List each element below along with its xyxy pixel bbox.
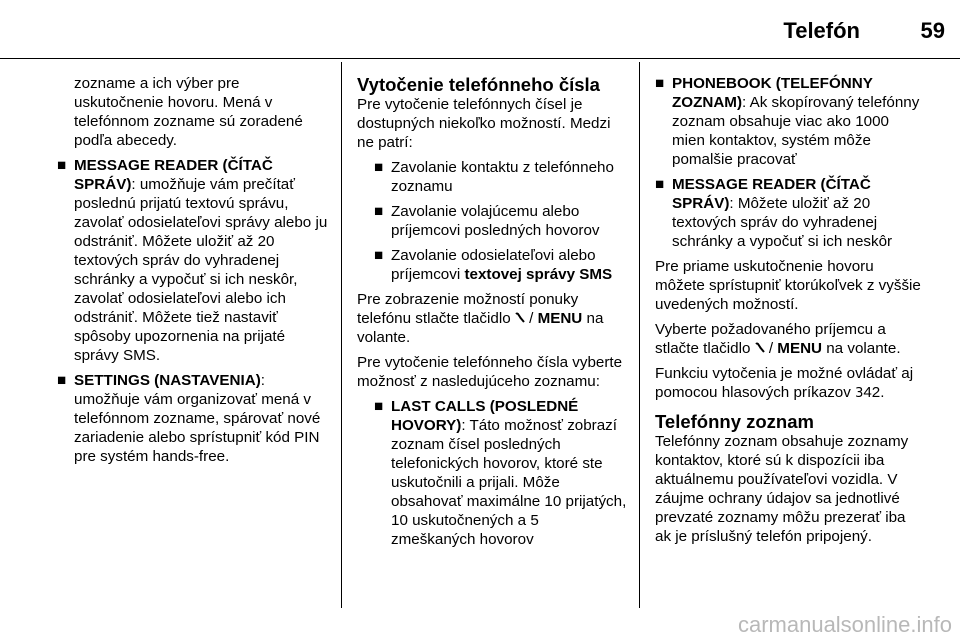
item-term: MESSAGE READER (ČÍTAČ SPRÁV) <box>74 157 273 193</box>
page-number: 59 <box>920 18 945 43</box>
paragraph: Pre vytočenie telefónneho čísla vyberte možnosť z nasledujúceho zoznamu: <box>357 354 623 390</box>
list-item <box>57 156 329 365</box>
paragraph: Pre vytočenie telefónnych čísel je dostupných niekoľko možností. Medzi ne patrí: <box>357 96 611 151</box>
column-3 <box>655 74 925 552</box>
item-text: : Ak skopírovaný telefónny zoznam obsahuje viac ako 1000 mien kontaktov, systém môže pomalšie pracovať <box>672 94 920 168</box>
page-title: Telefón <box>783 18 860 43</box>
phone-call-icon <box>515 312 525 324</box>
bullet-icon: ■ <box>57 372 67 389</box>
paragraph: Pre priame uskutočnenie hovoru môžete sprístupniť ktorúkoľvek z vyššie uvedených možností. <box>655 258 921 313</box>
column-divider-2 <box>639 62 640 608</box>
section-heading: Telefónny zoznam <box>655 411 814 432</box>
item-text: : umožňuje vám prečítať poslednú prijatú textovú správu, zavolať odosielateľovi správy alebo ju odstrániť. Môžete uložiť až 20 textových správ do vyhradenej schránky a vypočuť si ich neskôr, zavolať odosielateľovi alebo ich odstrániť. Môžete tiež nastaviť spôsoby upozornenia na prijaté správy SMS. <box>74 176 328 364</box>
paragraph-text: Vyberte požadovaného príjemcu a stlačte tlačidlo <box>655 321 886 357</box>
item-text: : umožňuje vám organizovať mená v telefónnom zozname, spárovať nové zariadenie alebo sprístupniť kód PIN pre systém hands-free. <box>74 372 321 465</box>
item-term: PHONEBOOK (TELEFÓNNY ZOZNAM) <box>672 75 873 111</box>
list-item <box>655 175 925 251</box>
menu-key-label: MENU <box>537 310 583 327</box>
list-item <box>57 371 329 466</box>
list-item <box>374 158 627 196</box>
paragraph-text: Pre zobrazenie možností ponuky telefónu stlačte tlačidlo <box>357 291 579 327</box>
header-divider <box>0 58 960 59</box>
item-term: SETTINGS (NASTAVENIA) <box>74 372 261 389</box>
item-text: Zavolanie volajúcemu alebo príjemcovi posledných hovorov <box>391 203 600 239</box>
list-item <box>655 74 925 169</box>
bullet-icon: ■ <box>57 157 67 174</box>
column-1 <box>57 74 329 472</box>
paragraph <box>655 364 925 403</box>
paragraph <box>655 320 925 358</box>
bullet-icon: ■ <box>374 247 384 264</box>
paragraph: Telefónny zoznam obsahuje zoznamy kontaktov, ktoré sú k dispozícii iba aktuálnemu používateľovi vozidla. V záujme ochrany údajov sa jednotlivé prevzaté zoznamy môžu prezerať iba ak je príslušný telefón pripojený. <box>655 433 909 545</box>
bullet-icon: ■ <box>655 75 665 92</box>
item-term: textovej správy SMS <box>464 266 613 283</box>
page-reference-arrow-icon[interactable]: 3 <box>855 386 864 401</box>
paragraph <box>357 290 627 347</box>
watermark-logo: carmanualsonline.info <box>737 612 952 637</box>
list-item <box>374 202 627 240</box>
bullet-icon: ■ <box>374 203 384 220</box>
menu-key-label: MENU <box>777 340 823 357</box>
bullet-icon: ■ <box>374 159 384 176</box>
page-reference-link[interactable]: 42. <box>863 384 885 401</box>
list-item <box>374 246 627 284</box>
column-2 <box>357 74 627 555</box>
paragraph-text: na volante. <box>357 310 604 346</box>
item-term: LAST CALLS (POSLEDNÉ HOVORY) <box>391 398 579 434</box>
bullet-icon: ■ <box>374 398 384 415</box>
item-text: : Táto možnosť zobrazí zoznam čísel posledných telefonických hovorov, ktoré ste uskutočnili a prijali. Môže obsahovať maximálne 10 prijatých, 10 uskutočnených a 5 zmeškaných hovorov <box>391 417 627 548</box>
paragraph-text: na volante. <box>822 340 901 357</box>
section-heading: Vytočenie telefónneho čísla <box>357 74 600 95</box>
item-term: MESSAGE READER (ČÍTAČ SPRÁV) <box>672 176 871 212</box>
intro-text: zozname a ich výber pre uskutočnenie hovoru. Mená v telefónnom zozname sú zoradené podľa abecedy. <box>74 75 303 149</box>
phone-call-icon <box>755 342 765 354</box>
item-text: Zavolanie odosielateľovi alebo príjemcovi <box>391 247 596 283</box>
bullet-icon: ■ <box>655 176 665 193</box>
separator: / <box>764 340 778 357</box>
item-text: : Môžete uložiť až 20 textových správ do vyhradenej schránky a vypočuť si ich neskôr <box>672 195 893 250</box>
item-text: Zavolanie kontaktu z telefónneho zoznamu <box>391 159 614 195</box>
list-item <box>374 397 627 549</box>
paragraph-text: Funkciu vytočenia je možné ovládať aj pomocou hlasových príkazov <box>655 365 914 401</box>
separator: / <box>524 310 538 327</box>
column-divider-1 <box>341 62 342 608</box>
